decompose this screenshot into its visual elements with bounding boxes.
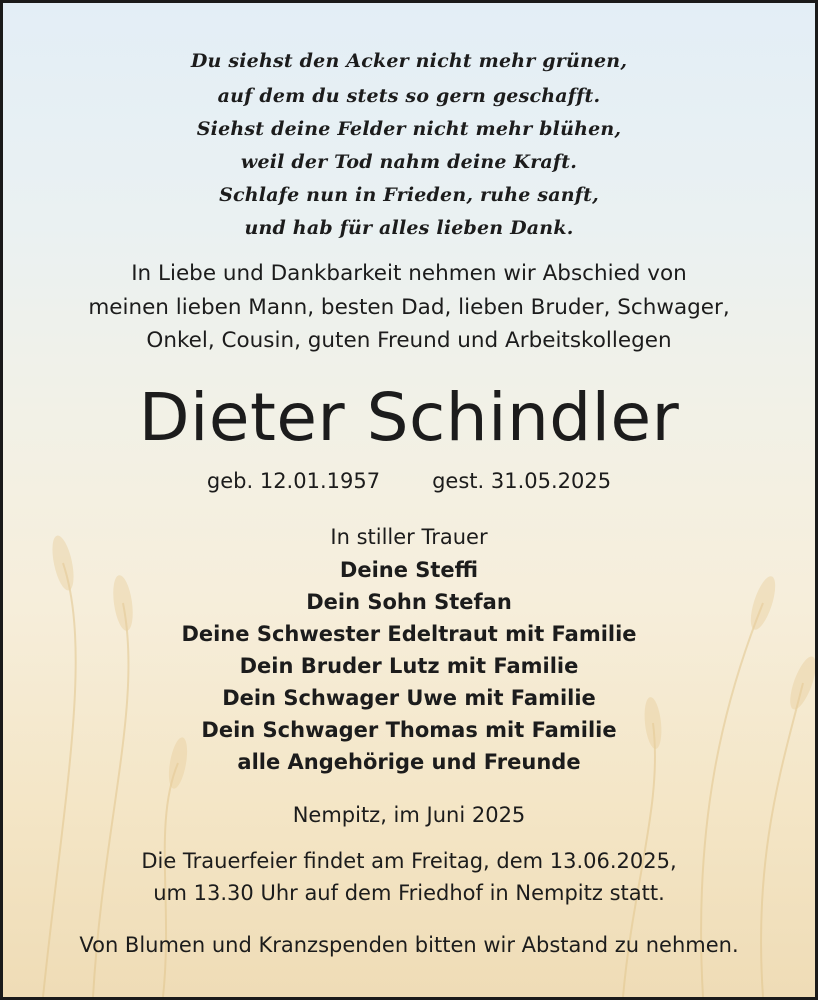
mourner-name: Dein Schwager Uwe mit Familie (222, 686, 596, 710)
mourner-name: Dein Bruder Lutz mit Familie (239, 654, 579, 678)
intro-line: Onkel, Cousin, guten Freund und Arbeitskollegen (146, 328, 672, 353)
mourner-name: Dein Schwager Thomas mit Familie (201, 718, 617, 742)
mourning-heading: In stiller Trauer (330, 525, 488, 549)
intro-line: meinen lieben Mann, besten Dad, lieben Bruder, Schwager, (88, 295, 730, 320)
life-dates (3, 469, 815, 493)
poem-line: Siehst deine Felder nicht mehr blühen, (196, 118, 622, 140)
mourner-name: Dein Sohn Stefan (306, 590, 512, 614)
poem-line: Du siehst den Acker nicht mehr grünen, (190, 50, 628, 72)
death-date: gest. 31.05.2025 (432, 469, 612, 493)
mourner-name: alle Angehörige und Freunde (237, 750, 581, 774)
funeral-info-line: um 13.30 Uhr auf dem Friedhof in Nempitz statt. (153, 881, 665, 905)
place-date: Nempitz, im Juni 2025 (292, 803, 526, 827)
birth-date: geb. 12.01.1957 (206, 469, 381, 493)
poem-line: auf dem du stets so gern geschafft. (217, 85, 601, 107)
poem-line: weil der Tod nahm deine Kraft. (240, 151, 578, 173)
deceased-name: Dieter Schindler (138, 379, 680, 456)
mourner-name: Deine Steffi (339, 558, 479, 582)
intro-line: In Liebe und Dankbarkeit nehmen wir Abschied von (131, 261, 687, 286)
poem-line: und hab für alles lieben Dank. (244, 217, 574, 239)
poem-line: Schlafe nun in Frieden, ruhe sanft, (219, 184, 599, 206)
flower-note: Von Blumen und Kranzspenden bitten wir Abstand zu nehmen. (79, 933, 739, 957)
funeral-info-line: Die Trauerfeier findet am Freitag, dem 13.06.2025, (141, 849, 677, 873)
mourner-name: Deine Schwester Edeltraut mit Familie (181, 622, 637, 646)
